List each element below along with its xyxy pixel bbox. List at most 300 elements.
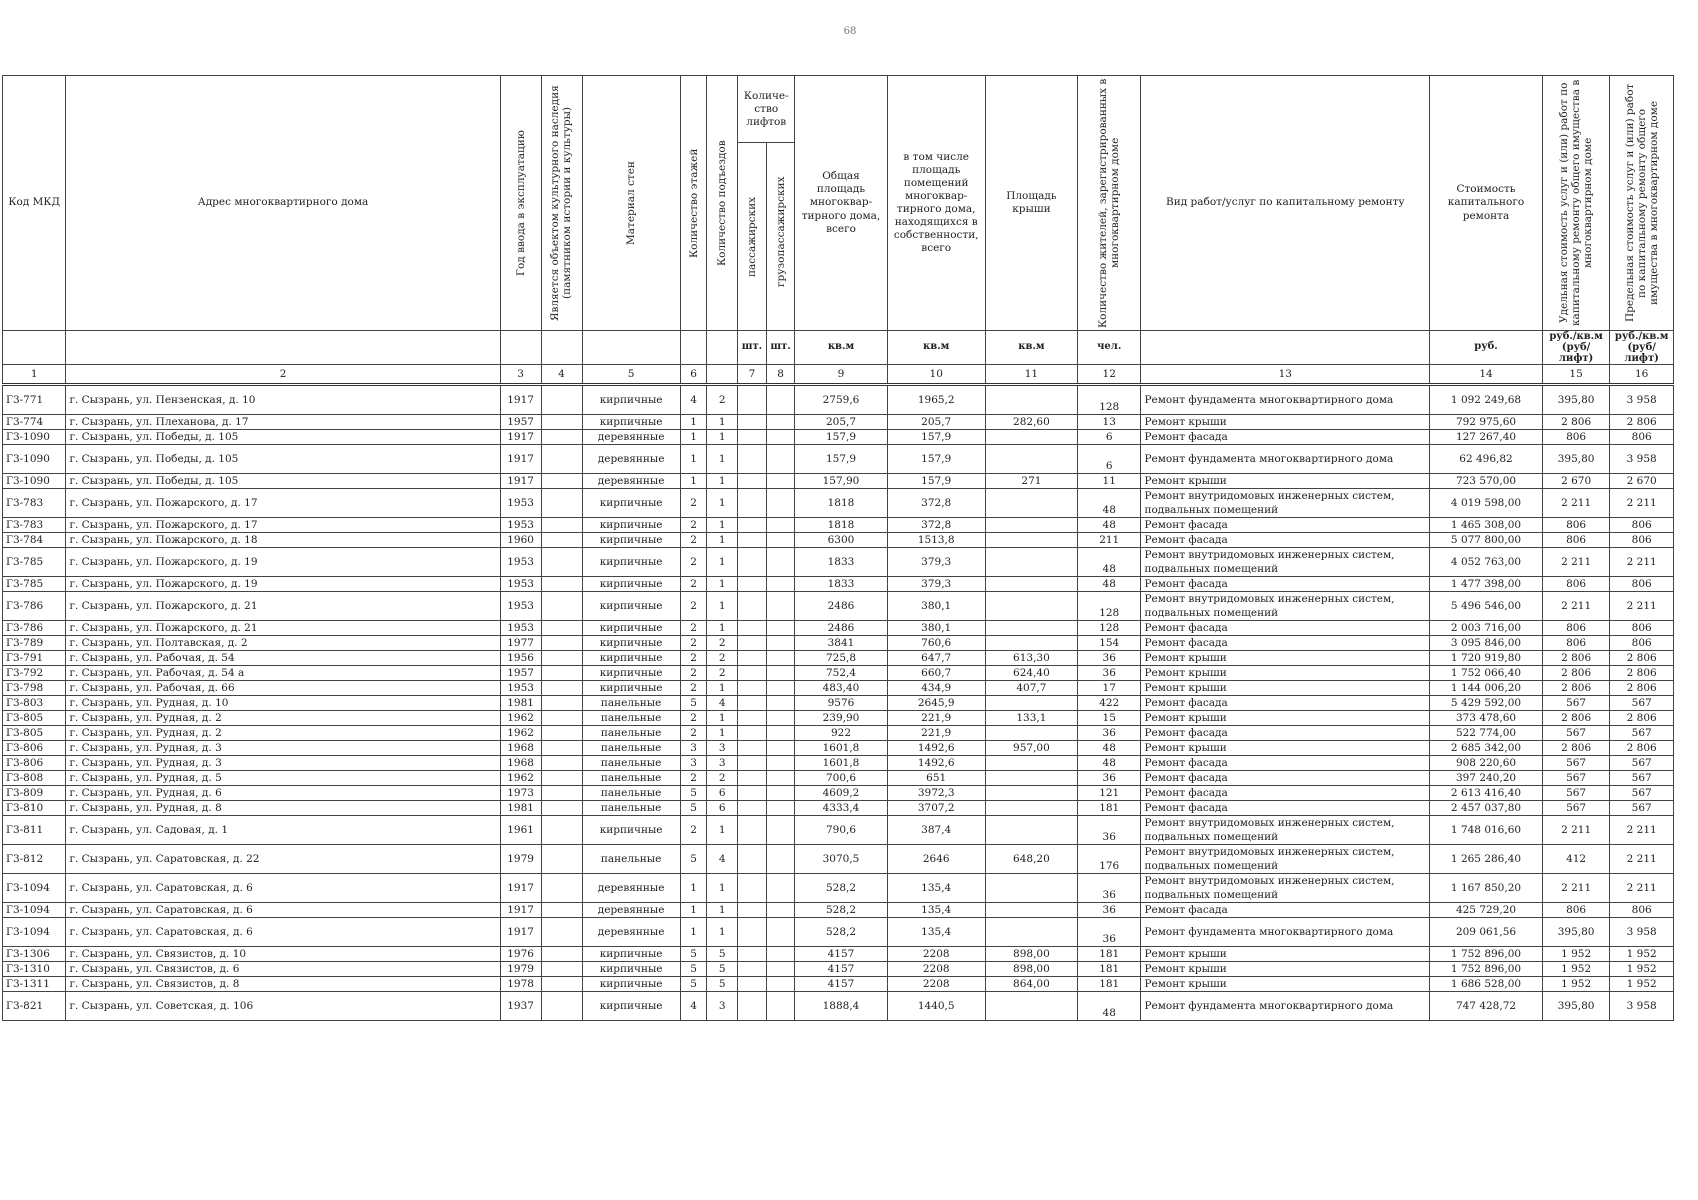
cell-residents: 36 (1077, 666, 1140, 681)
cell-work-type: Ремонт крыши (1141, 711, 1430, 726)
cell-max-cost: 2 211 (1610, 845, 1674, 874)
cell-work-type: Ремонт крыши (1141, 681, 1430, 696)
column-number: 1 (3, 365, 66, 385)
cell-total-area: 483,40 (795, 681, 887, 696)
cell-roof-area: 133,1 (985, 711, 1077, 726)
cell-roof-area (985, 816, 1077, 845)
cell-lifts-passenger (738, 992, 767, 1021)
cell-material: кирпичные (582, 666, 680, 681)
cell-max-cost: 3 958 (1610, 992, 1674, 1021)
cell-year: 1953 (500, 621, 541, 636)
cell-lifts-passenger (738, 533, 767, 548)
header-residents: Количество жителей, зарегистрированных в многоквартирном доме (1077, 76, 1140, 331)
cell-roof-area (985, 726, 1077, 741)
cell-address: г. Сызрань, ул. Связистов, д. 6 (66, 962, 500, 977)
cell-year: 1953 (500, 518, 541, 533)
cell-total-area: 922 (795, 726, 887, 741)
cell-material: панельные (582, 786, 680, 801)
cell-unit-cost: 806 (1542, 636, 1610, 651)
cell-cost: 62 496,82 (1430, 445, 1543, 474)
header-year: Год ввода в эксплуатацию (500, 76, 541, 331)
cell-year: 1956 (500, 651, 541, 666)
cell-heritage (541, 385, 582, 415)
cell-entrances: 5 (707, 977, 738, 992)
cell-lifts-passenger (738, 548, 767, 577)
cell-cost: 1 720 919,80 (1430, 651, 1543, 666)
cell-lifts-passenger (738, 445, 767, 474)
cell-unit-cost: 395,80 (1542, 918, 1610, 947)
register-table (2, 75, 1674, 1021)
cell-code: Г3-786 (3, 621, 66, 636)
table-row (3, 918, 1674, 947)
table-row (3, 741, 1674, 756)
cell-unit-cost: 2 806 (1542, 651, 1610, 666)
cell-entrances: 2 (707, 771, 738, 786)
cell-roof-area (985, 518, 1077, 533)
cell-total-area: 157,90 (795, 474, 887, 489)
cell-work-type: Ремонт фасада (1141, 801, 1430, 816)
cell-cost: 2 685 342,00 (1430, 741, 1543, 756)
table-row (3, 636, 1674, 651)
unit-material (582, 331, 680, 365)
cell-residents: 36 (1077, 726, 1140, 741)
cell-lifts-passenger (738, 474, 767, 489)
cell-year: 1953 (500, 577, 541, 592)
cell-work-type: Ремонт фасада (1141, 696, 1430, 711)
unit-lifts-passenger: шт. (738, 331, 767, 365)
cell-unit-cost: 2 806 (1542, 741, 1610, 756)
cell-unit-cost: 2 806 (1542, 666, 1610, 681)
header-entrances: Количество подъездов (707, 76, 738, 331)
cell-max-cost: 2 211 (1610, 548, 1674, 577)
cell-work-type: Ремонт фасада (1141, 621, 1430, 636)
cell-material: кирпичные (582, 681, 680, 696)
cell-roof-area (985, 756, 1077, 771)
cell-cost: 1 144 006,20 (1430, 681, 1543, 696)
unit-lifts-cargo: шт. (766, 331, 795, 365)
cell-address: г. Сызрань, ул. Пожарского, д. 17 (66, 489, 500, 518)
cell-unit-cost: 2 211 (1542, 548, 1610, 577)
cell-max-cost: 806 (1610, 577, 1674, 592)
cell-roof-area: 624,40 (985, 666, 1077, 681)
cell-owned-area: 1492,6 (887, 741, 985, 756)
cell-entrances: 1 (707, 874, 738, 903)
cell-owned-area: 2208 (887, 962, 985, 977)
cell-code: Г3-1094 (3, 903, 66, 918)
cell-total-area: 9576 (795, 696, 887, 711)
cell-material: кирпичные (582, 962, 680, 977)
column-numbers-row (3, 365, 1674, 385)
cell-lifts-passenger (738, 977, 767, 992)
cell-cost: 5 429 592,00 (1430, 696, 1543, 711)
table-row (3, 962, 1674, 977)
cell-code: Г3-805 (3, 726, 66, 741)
cell-total-area: 752,4 (795, 666, 887, 681)
cell-unit-cost: 806 (1542, 533, 1610, 548)
cell-max-cost: 2 806 (1610, 415, 1674, 430)
cell-cost: 2 457 037,80 (1430, 801, 1543, 816)
cell-address: г. Сызрань, ул. Рабочая, д. 54 а (66, 666, 500, 681)
cell-owned-area: 372,8 (887, 489, 985, 518)
cell-code: Г3-791 (3, 651, 66, 666)
table-row (3, 977, 1674, 992)
cell-heritage (541, 845, 582, 874)
cell-entrances: 1 (707, 726, 738, 741)
cell-residents: 13 (1077, 415, 1140, 430)
cell-max-cost: 567 (1610, 786, 1674, 801)
cell-code: Г3-1090 (3, 430, 66, 445)
cell-roof-area (985, 771, 1077, 786)
cell-address: г. Сызрань, ул. Пожарского, д. 21 (66, 592, 500, 621)
cell-max-cost: 806 (1610, 533, 1674, 548)
cell-lifts-cargo (766, 533, 795, 548)
table-row (3, 711, 1674, 726)
cell-heritage (541, 636, 582, 651)
cell-entrances: 1 (707, 903, 738, 918)
page-number: 68 (843, 26, 857, 37)
cell-year: 1962 (500, 726, 541, 741)
cell-roof-area (985, 786, 1077, 801)
cell-cost: 1 752 896,00 (1430, 962, 1543, 977)
cell-lifts-passenger (738, 636, 767, 651)
cell-unit-cost: 2 211 (1542, 816, 1610, 845)
cell-unit-cost: 567 (1542, 696, 1610, 711)
cell-year: 1962 (500, 771, 541, 786)
cell-work-type: Ремонт фасада (1141, 786, 1430, 801)
cell-work-type: Ремонт крыши (1141, 977, 1430, 992)
header-lifts-cargo: грузопассажирских (766, 143, 795, 331)
cell-residents: 128 (1077, 592, 1140, 621)
cell-heritage (541, 903, 582, 918)
table-row (3, 786, 1674, 801)
cell-year: 1917 (500, 445, 541, 474)
cell-roof-area (985, 445, 1077, 474)
header-max-cost: Предельная стоимость услуг и (или) работ по капитальному ремонту общего имущества в многоквартирном доме (1610, 76, 1674, 331)
cell-lifts-cargo (766, 518, 795, 533)
cell-work-type: Ремонт фасада (1141, 518, 1430, 533)
cell-floors: 5 (680, 696, 707, 711)
cell-heritage (541, 992, 582, 1021)
cell-floors: 4 (680, 992, 707, 1021)
cell-cost: 397 240,20 (1430, 771, 1543, 786)
cell-total-area: 2486 (795, 592, 887, 621)
cell-floors: 2 (680, 726, 707, 741)
cell-material: кирпичные (582, 489, 680, 518)
cell-floors: 2 (680, 816, 707, 845)
cell-owned-area: 660,7 (887, 666, 985, 681)
unit-heritage (541, 331, 582, 365)
cell-total-area: 3070,5 (795, 845, 887, 874)
cell-work-type: Ремонт фасада (1141, 771, 1430, 786)
cell-year: 1937 (500, 992, 541, 1021)
cell-residents: 36 (1077, 903, 1140, 918)
cell-unit-cost: 2 211 (1542, 874, 1610, 903)
cell-code: Г3-792 (3, 666, 66, 681)
cell-entrances: 1 (707, 681, 738, 696)
cell-cost: 2 613 416,40 (1430, 786, 1543, 801)
cell-total-area: 528,2 (795, 903, 887, 918)
cell-roof-area (985, 636, 1077, 651)
cell-unit-cost: 395,80 (1542, 445, 1610, 474)
cell-address: г. Сызрань, ул. Рудная, д. 8 (66, 801, 500, 816)
cell-owned-area: 2645,9 (887, 696, 985, 711)
cell-total-area: 157,9 (795, 445, 887, 474)
cell-max-cost: 2 806 (1610, 741, 1674, 756)
cell-owned-area: 157,9 (887, 430, 985, 445)
cell-code: Г3-809 (3, 786, 66, 801)
cell-year: 1981 (500, 696, 541, 711)
column-number: 14 (1430, 365, 1543, 385)
cell-residents: 121 (1077, 786, 1140, 801)
cell-lifts-passenger (738, 666, 767, 681)
cell-unit-cost: 395,80 (1542, 385, 1610, 415)
cell-residents: 128 (1077, 621, 1140, 636)
cell-roof-area (985, 592, 1077, 621)
cell-code: Г3-1090 (3, 474, 66, 489)
cell-heritage (541, 726, 582, 741)
cell-owned-area: 434,9 (887, 681, 985, 696)
cell-max-cost: 806 (1610, 518, 1674, 533)
cell-total-area: 528,2 (795, 874, 887, 903)
cell-total-area: 1601,8 (795, 741, 887, 756)
cell-heritage (541, 786, 582, 801)
cell-unit-cost: 806 (1542, 903, 1610, 918)
cell-work-type: Ремонт фундамента многоквартирного дома (1141, 385, 1430, 415)
cell-residents: 48 (1077, 741, 1140, 756)
cell-code: Г3-821 (3, 992, 66, 1021)
unit-residents: чел. (1077, 331, 1140, 365)
cell-lifts-cargo (766, 992, 795, 1021)
unit-roof-area: кв.м (985, 331, 1077, 365)
cell-lifts-cargo (766, 756, 795, 771)
cell-roof-area (985, 577, 1077, 592)
cell-max-cost: 806 (1610, 621, 1674, 636)
cell-unit-cost: 1 952 (1542, 962, 1610, 977)
cell-entrances: 3 (707, 992, 738, 1021)
cell-lifts-cargo (766, 903, 795, 918)
cell-code: Г3-1306 (3, 947, 66, 962)
column-number (707, 365, 738, 385)
cell-lifts-cargo (766, 636, 795, 651)
cell-address: г. Сызрань, ул. Победы, д. 105 (66, 474, 500, 489)
cell-total-area: 1833 (795, 577, 887, 592)
cell-work-type: Ремонт фасада (1141, 533, 1430, 548)
table-row (3, 845, 1674, 874)
cell-year: 1961 (500, 816, 541, 845)
cell-owned-area: 1513,8 (887, 533, 985, 548)
cell-work-type: Ремонт внутридомовых инженерных систем, подвальных помещений (1141, 548, 1430, 577)
cell-cost: 209 061,56 (1430, 918, 1543, 947)
cell-work-type: Ремонт фундамента многоквартирного дома (1141, 445, 1430, 474)
cell-lifts-passenger (738, 845, 767, 874)
cell-lifts-cargo (766, 445, 795, 474)
cell-material: деревянные (582, 874, 680, 903)
cell-total-area: 4333,4 (795, 801, 887, 816)
cell-cost: 3 095 846,00 (1430, 636, 1543, 651)
cell-year: 1962 (500, 711, 541, 726)
cell-unit-cost: 806 (1542, 518, 1610, 533)
cell-heritage (541, 681, 582, 696)
unit-work (1141, 331, 1430, 365)
column-number: 5 (582, 365, 680, 385)
cell-material: деревянные (582, 474, 680, 489)
cell-residents: 36 (1077, 771, 1140, 786)
cell-address: г. Сызрань, ул. Победы, д. 105 (66, 430, 500, 445)
cell-unit-cost: 2 806 (1542, 711, 1610, 726)
table-row (3, 801, 1674, 816)
cell-roof-area (985, 801, 1077, 816)
header-heritage: Является объектом культурного наследия (памятником истории и культуры) (541, 76, 582, 331)
column-number: 10 (887, 365, 985, 385)
cell-roof-area (985, 533, 1077, 548)
cell-floors: 1 (680, 445, 707, 474)
cell-roof-area (985, 903, 1077, 918)
cell-cost: 1 265 286,40 (1430, 845, 1543, 874)
cell-year: 1917 (500, 430, 541, 445)
cell-roof-area: 282,60 (985, 415, 1077, 430)
cell-entrances: 2 (707, 651, 738, 666)
cell-floors: 2 (680, 651, 707, 666)
cell-entrances: 5 (707, 947, 738, 962)
cell-cost: 723 570,00 (1430, 474, 1543, 489)
cell-floors: 5 (680, 801, 707, 816)
cell-roof-area: 864,00 (985, 977, 1077, 992)
cell-lifts-passenger (738, 771, 767, 786)
cell-owned-area: 221,9 (887, 711, 985, 726)
cell-entrances: 1 (707, 445, 738, 474)
cell-lifts-passenger (738, 786, 767, 801)
cell-heritage (541, 415, 582, 430)
cell-owned-area: 380,1 (887, 621, 985, 636)
cell-floors: 1 (680, 415, 707, 430)
cell-lifts-cargo (766, 874, 795, 903)
cell-work-type: Ремонт фасада (1141, 577, 1430, 592)
cell-lifts-cargo (766, 918, 795, 947)
cell-lifts-cargo (766, 711, 795, 726)
cell-address: г. Сызрань, ул. Саратовская, д. 6 (66, 874, 500, 903)
cell-year: 1960 (500, 533, 541, 548)
cell-address: г. Сызрань, ул. Плеханова, д. 17 (66, 415, 500, 430)
cell-work-type: Ремонт крыши (1141, 474, 1430, 489)
header-lifts-passenger: пассажирских (738, 143, 767, 331)
cell-code: Г3-789 (3, 636, 66, 651)
cell-roof-area (985, 385, 1077, 415)
cell-year: 1953 (500, 548, 541, 577)
cell-material: кирпичные (582, 518, 680, 533)
cell-code: Г3-786 (3, 592, 66, 621)
cell-unit-cost: 412 (1542, 845, 1610, 874)
cell-owned-area: 380,1 (887, 592, 985, 621)
cell-owned-area: 135,4 (887, 918, 985, 947)
cell-work-type: Ремонт крыши (1141, 947, 1430, 962)
cell-heritage (541, 445, 582, 474)
cell-material: деревянные (582, 430, 680, 445)
cell-owned-area: 157,9 (887, 445, 985, 474)
cell-material: панельные (582, 756, 680, 771)
cell-material: кирпичные (582, 592, 680, 621)
cell-roof-area (985, 548, 1077, 577)
cell-max-cost: 2 211 (1610, 816, 1674, 845)
cell-residents: 181 (1077, 801, 1140, 816)
cell-unit-cost: 395,80 (1542, 992, 1610, 1021)
cell-lifts-passenger (738, 756, 767, 771)
cell-year: 1917 (500, 474, 541, 489)
cell-unit-cost: 806 (1542, 621, 1610, 636)
cell-lifts-cargo (766, 385, 795, 415)
cell-cost: 5 496 546,00 (1430, 592, 1543, 621)
cell-year: 1957 (500, 666, 541, 681)
cell-lifts-passenger (738, 918, 767, 947)
cell-heritage (541, 816, 582, 845)
table-row (3, 756, 1674, 771)
cell-address: г. Сызрань, ул. Рудная, д. 3 (66, 756, 500, 771)
cell-heritage (541, 801, 582, 816)
cell-work-type: Ремонт крыши (1141, 415, 1430, 430)
cell-code: Г3-783 (3, 489, 66, 518)
cell-unit-cost: 2 211 (1542, 592, 1610, 621)
cell-roof-area: 648,20 (985, 845, 1077, 874)
cell-owned-area: 647,7 (887, 651, 985, 666)
cell-year: 1953 (500, 681, 541, 696)
cell-total-area: 700,6 (795, 771, 887, 786)
cell-entrances: 1 (707, 816, 738, 845)
cell-total-area: 1818 (795, 518, 887, 533)
cell-material: панельные (582, 845, 680, 874)
cell-code: Г3-798 (3, 681, 66, 696)
cell-address: г. Сызрань, ул. Пожарского, д. 18 (66, 533, 500, 548)
cell-lifts-passenger (738, 385, 767, 415)
cell-unit-cost: 1 952 (1542, 977, 1610, 992)
cell-floors: 5 (680, 962, 707, 977)
cell-total-area: 1601,8 (795, 756, 887, 771)
cell-entrances: 3 (707, 741, 738, 756)
cell-lifts-passenger (738, 696, 767, 711)
cell-total-area: 4157 (795, 947, 887, 962)
header-total-area: Общая площадь многоквар-тирного дома, всего (795, 76, 887, 331)
cell-residents: 48 (1077, 548, 1140, 577)
cell-address: г. Сызрань, ул. Пензенская, д. 10 (66, 385, 500, 415)
cell-total-area: 1888,4 (795, 992, 887, 1021)
cell-entrances: 1 (707, 592, 738, 621)
column-number: 13 (1141, 365, 1430, 385)
column-number: 12 (1077, 365, 1140, 385)
cell-heritage (541, 577, 582, 592)
cell-owned-area: 135,4 (887, 903, 985, 918)
cell-heritage (541, 756, 582, 771)
cell-address: г. Сызрань, ул. Рабочая, д. 54 (66, 651, 500, 666)
cell-code: Г3-1094 (3, 918, 66, 947)
cell-entrances: 1 (707, 711, 738, 726)
cell-entrances: 2 (707, 666, 738, 681)
cell-floors: 1 (680, 474, 707, 489)
cell-roof-area (985, 489, 1077, 518)
table-row (3, 415, 1674, 430)
cell-address: г. Сызрань, ул. Связистов, д. 10 (66, 947, 500, 962)
unit-code (3, 331, 66, 365)
cell-lifts-passenger (738, 577, 767, 592)
cell-total-area: 4157 (795, 977, 887, 992)
cell-material: кирпичные (582, 533, 680, 548)
table-row (3, 385, 1674, 415)
column-number: 8 (766, 365, 795, 385)
cell-total-area: 6300 (795, 533, 887, 548)
cell-work-type: Ремонт фасада (1141, 636, 1430, 651)
cell-heritage (541, 977, 582, 992)
cell-floors: 2 (680, 577, 707, 592)
cell-residents: 48 (1077, 489, 1140, 518)
cell-lifts-passenger (738, 415, 767, 430)
cell-residents: 181 (1077, 962, 1140, 977)
